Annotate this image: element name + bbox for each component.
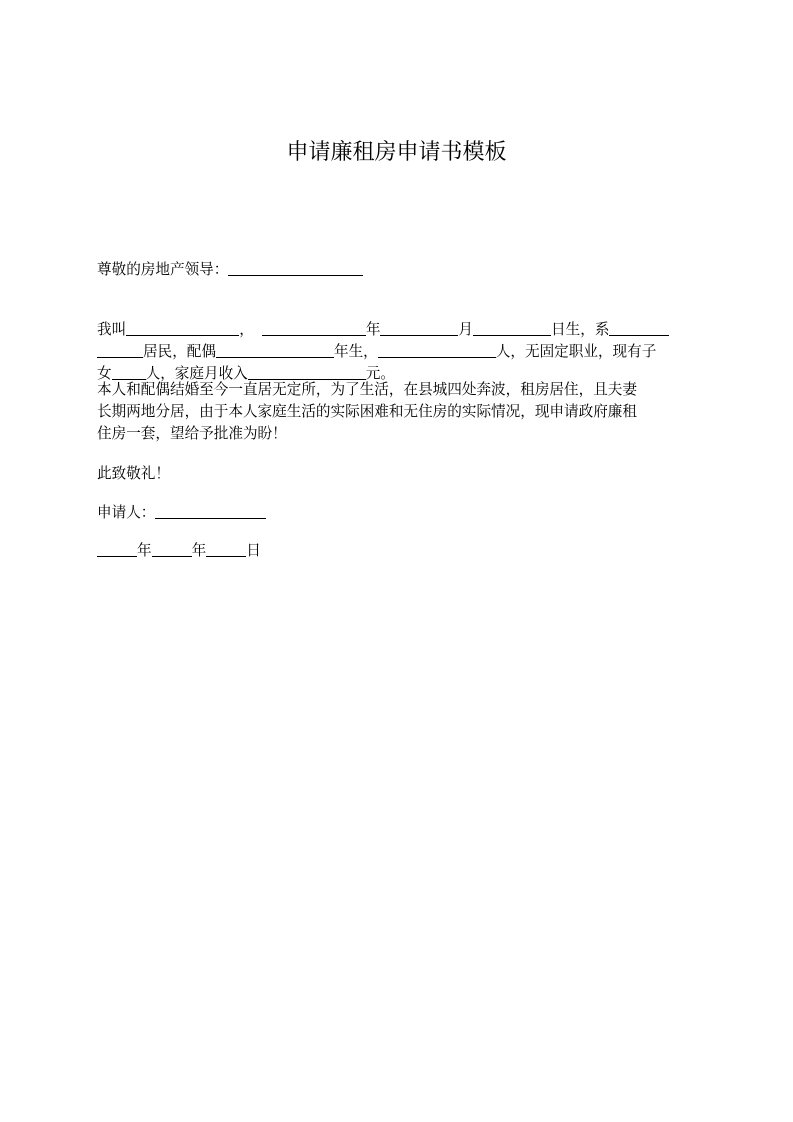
applicant-signature-blank[interactable] (155, 503, 266, 519)
income-blank[interactable] (248, 364, 366, 380)
date-month-label: 年 (191, 542, 207, 559)
birth-day-blank[interactable] (473, 320, 551, 336)
reason-paragraph (97, 379, 697, 445)
applicant-label: 申请人： (97, 504, 156, 521)
intro-line-2 (97, 341, 697, 363)
intro-text-year: 年 (365, 321, 381, 338)
residence-blank-b[interactable] (97, 342, 143, 358)
date-month-blank[interactable] (152, 541, 192, 557)
intro-text-income: 人，家庭月收入 (145, 365, 248, 382)
birth-year-blank[interactable] (262, 320, 366, 336)
page-title: 申请廉租房申请书模板 (286, 140, 507, 165)
date-line (97, 540, 697, 562)
date-year-blank[interactable] (97, 541, 137, 557)
reason-line-2: 长期两地分居，由于本人家庭生活的实际困难和无住房的实际情况，现申请政府廉租 (97, 403, 637, 420)
date-day-blank[interactable] (206, 541, 246, 557)
intro-text-spouse-year: 年生， (333, 343, 378, 360)
intro-text-comma: ， (239, 321, 254, 338)
birth-month-blank[interactable] (380, 320, 458, 336)
intro-text-name: 我叫 (97, 321, 127, 338)
intro-text-day: 日生，系 (551, 321, 610, 338)
closing-line: 此致敬礼！ (97, 465, 170, 482)
intro-text-children: 女 (97, 365, 112, 382)
date-year-label: 年 (137, 542, 152, 559)
salutation-line (97, 259, 697, 281)
date-day-label: 日 (246, 542, 261, 559)
intro-text-spouse: 居民，配偶 (143, 343, 216, 360)
reason-line-3: 住房一套，望给予批准为盼！ (97, 425, 287, 442)
children-count-blank[interactable] (112, 364, 146, 380)
residence-blank-a[interactable] (609, 320, 669, 336)
spouse-name-blank[interactable] (216, 342, 334, 358)
intro-line-1 (97, 319, 697, 341)
salutation-text: 尊敬的房地产领导： (97, 261, 229, 278)
recipient-blank[interactable] (228, 260, 363, 276)
spouse-origin-blank[interactable] (378, 342, 496, 358)
intro-text-month: 月 (458, 321, 474, 338)
intro-text-occupation: 人，无固定职业，现有子 (495, 343, 657, 360)
intro-text-yuan: 元。 (365, 365, 395, 382)
applicant-line (97, 502, 697, 524)
name-blank[interactable] (126, 320, 239, 336)
intro-paragraph (97, 319, 697, 385)
reason-line-1: 本人和配偶结婚至今一直居无定所，为了生活，在县城四处奔波，租房居住，且夫妻 (97, 381, 637, 398)
